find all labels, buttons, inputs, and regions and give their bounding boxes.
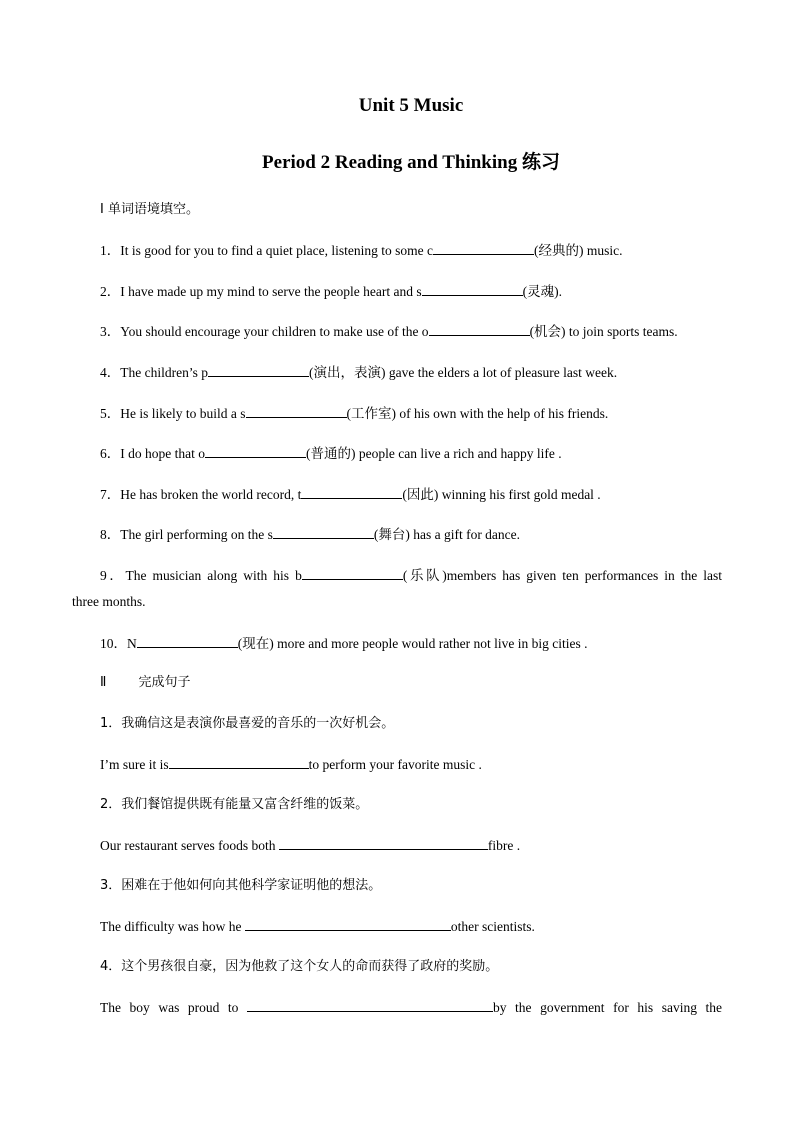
item-text: The musician along with his b — [125, 568, 302, 583]
item-hint: (经典的) music. — [533, 243, 623, 258]
item-number: 5． — [100, 406, 121, 421]
answer-blank[interactable] — [422, 283, 523, 296]
item-hint: (工作室) of his own with the help of his friends. — [346, 406, 609, 421]
item-number: 10． — [100, 636, 127, 651]
answer-blank[interactable] — [279, 837, 488, 850]
answer-blank[interactable] — [169, 756, 309, 769]
answer-blank[interactable] — [247, 999, 493, 1012]
item-hint: (因此) winning his first gold medal . — [402, 487, 601, 502]
item-text: by the government for his saving the — [492, 1000, 722, 1015]
answer-blank[interactable] — [137, 635, 238, 648]
item-text: I have made up my mind to serve the people heart and s — [120, 284, 422, 299]
fill-item-10 — [100, 635, 588, 652]
fill-item-8 — [100, 526, 520, 543]
unit-title: Unit 5 Music — [358, 95, 464, 116]
item-number: 1． — [100, 243, 121, 258]
section-2-numeral: Ⅱ — [100, 675, 107, 690]
answer-blank[interactable] — [301, 486, 402, 499]
fill-item-1 — [100, 242, 622, 259]
item-number: 7． — [100, 487, 121, 502]
item-hint: (普通的) people can live a rich and happy life . — [305, 446, 562, 461]
item-hint: (灵魂). — [522, 284, 563, 299]
section-2-heading — [100, 675, 191, 691]
item-text: He is likely to build a s — [120, 406, 246, 421]
section-1-numeral: Ⅰ — [100, 202, 104, 217]
item-number: 8． — [100, 527, 121, 542]
translate-item-3-english — [100, 918, 535, 935]
translate-item-4-chinese: 4．这个男孩很自豪，因为他救了这个女人的命而获得了政府的奖励。 — [100, 959, 499, 974]
item-text: The girl performing on the s — [120, 527, 273, 542]
translate-item-3-chinese: 3．困难在于他如何向其他科学家证明他的想法。 — [100, 878, 382, 893]
answer-blank[interactable] — [245, 918, 451, 931]
fill-item-9 — [100, 567, 722, 584]
item-text: He has broken the world record, t — [120, 487, 302, 502]
item-text: to perform your favorite music . — [308, 757, 482, 772]
translate-item-1-english — [100, 756, 482, 773]
fill-item-2 — [100, 283, 562, 300]
answer-blank[interactable] — [205, 445, 306, 458]
section-1-title: 单词语境填空。 — [107, 202, 199, 217]
fill-item-7 — [100, 486, 601, 503]
translate-item-2-chinese: 2．我们餐馆提供既有能量又富含纤维的饭菜。 — [100, 797, 369, 812]
item-text: You should encourage your children to make use of the o — [120, 324, 429, 339]
section-2-title: 完成句子 — [138, 675, 191, 690]
item-text: The difficulty was how he — [100, 919, 245, 934]
item-text: It is good for you to find a quiet place, listening to some c — [120, 243, 433, 258]
answer-blank[interactable] — [208, 364, 309, 377]
period-title: Period 2 Reading and Thinking 练习 — [262, 152, 560, 173]
answer-blank[interactable] — [273, 526, 374, 539]
item-number: 4． — [100, 365, 121, 380]
item-text: fibre . — [487, 838, 521, 853]
item-hint: (乐队)members has given ten performances in the last — [402, 568, 722, 583]
answer-blank[interactable] — [246, 405, 347, 418]
item-hint: (舞台) has a gift for dance. — [373, 527, 521, 542]
item-number: 2． — [100, 284, 121, 299]
translate-item-1-chinese: 1．我确信这是表演你最喜爱的音乐的一次好机会。 — [100, 716, 395, 731]
fill-item-6 — [100, 445, 562, 462]
fill-item-5 — [100, 405, 608, 422]
item-text: N — [127, 636, 137, 651]
item-text: Our restaurant serves foods both — [100, 838, 279, 853]
item-text: The boy was proud to — [100, 1000, 247, 1015]
translate-item-2-english — [100, 837, 520, 854]
item-number: 6． — [100, 446, 121, 461]
item-hint: (现在) more and more people would rather not live in big cities . — [237, 636, 588, 651]
item-text: I do hope that o — [120, 446, 205, 461]
item-number: 3． — [100, 324, 121, 339]
fill-item-4 — [100, 364, 617, 381]
fill-item-3 — [100, 323, 678, 340]
answer-blank[interactable] — [302, 567, 403, 580]
item-text: other scientists. — [450, 919, 535, 934]
answer-blank[interactable] — [433, 242, 534, 255]
item-hint: (机会) to join sports teams. — [529, 324, 678, 339]
item-number: 9． — [100, 568, 126, 583]
item-text: I’m sure it is — [100, 757, 169, 772]
section-1-heading — [100, 202, 199, 218]
translate-item-4-english — [100, 999, 722, 1016]
item-hint: (演出，表演) gave the elders a lot of pleasure last week. — [308, 365, 618, 380]
item-text: The children’s p — [120, 365, 208, 380]
fill-item-9-continuation: three months. — [72, 594, 146, 609]
answer-blank[interactable] — [429, 323, 530, 336]
